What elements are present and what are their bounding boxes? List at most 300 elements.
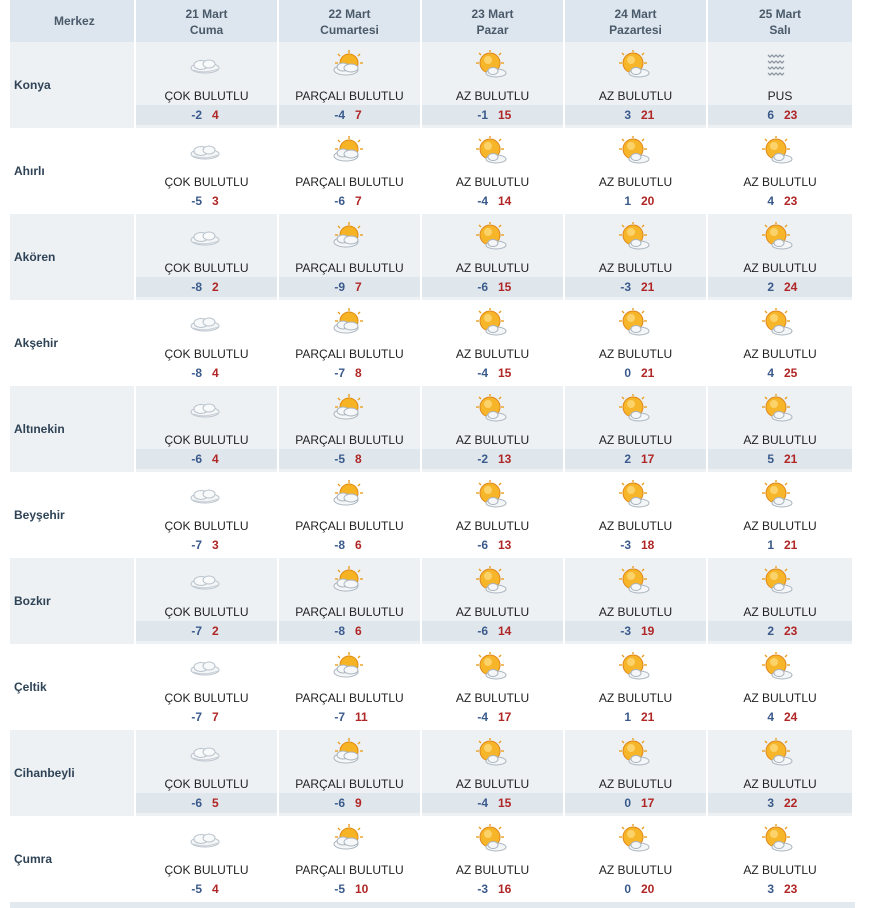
forecast-cell — [565, 300, 708, 386]
condition-label: AZ BULUTLU — [455, 89, 530, 103]
temperature-strip — [708, 363, 852, 383]
min-temperature: 4 — [767, 710, 774, 724]
condition-label: AZ BULUTLU — [455, 347, 530, 361]
forecast-cell — [708, 472, 852, 558]
min-temperature: 3 — [767, 882, 774, 896]
min-temperature: -7 — [191, 538, 202, 552]
max-temperature: 4 — [212, 882, 219, 896]
condition-label: ÇOK BULUTLU — [164, 89, 249, 103]
temperature-strip — [565, 363, 706, 383]
cloudy-icon — [188, 566, 222, 596]
city-name[interactable]: Beyşehir — [10, 472, 136, 558]
condition-label: PARÇALI BULUTLU — [295, 261, 404, 275]
forecast-cell — [136, 386, 279, 472]
sun-cloud-icon — [474, 308, 508, 338]
temperature-strip — [708, 879, 852, 899]
temperature-strip — [708, 621, 852, 641]
header-corner-label: Merkez — [10, 0, 136, 42]
min-temperature: -5 — [191, 194, 202, 208]
temperature-strip — [279, 793, 420, 813]
min-temperature: -7 — [191, 710, 202, 724]
min-temperature: -6 — [477, 280, 488, 294]
max-temperature: 14 — [498, 194, 512, 208]
condition-label: ÇOK BULUTLU — [164, 519, 249, 533]
sun-cloud-icon — [760, 652, 794, 682]
max-temperature: 20 — [641, 194, 655, 208]
sun-cloud-icon — [474, 480, 508, 510]
temperature-strip — [708, 277, 852, 297]
max-temperature: 7 — [355, 108, 362, 122]
max-temperature: 25 — [784, 366, 798, 380]
max-temperature: 23 — [784, 108, 798, 122]
temperature-strip — [708, 449, 852, 469]
sun-cloud-icon — [474, 652, 508, 682]
min-temperature: -4 — [477, 194, 488, 208]
city-name[interactable]: Akşehir — [10, 300, 136, 386]
city-row — [10, 214, 855, 300]
partly-cloudy-icon — [331, 566, 365, 596]
sun-cloud-icon — [617, 394, 651, 424]
sun-cloud-icon — [474, 394, 508, 424]
condition-label: AZ BULUTLU — [743, 691, 817, 705]
day-header-4 — [708, 0, 852, 42]
forecast-cell — [279, 300, 422, 386]
temperature-strip — [565, 707, 706, 727]
min-temperature: -3 — [477, 882, 488, 896]
forecast-cell — [422, 816, 565, 902]
min-temperature: -4 — [477, 710, 488, 724]
next-row-edge — [10, 902, 855, 908]
condition-label: PARÇALI BULUTLU — [295, 175, 404, 189]
max-temperature: 23 — [784, 194, 798, 208]
cloudy-icon — [188, 652, 222, 682]
temperature-strip — [136, 535, 277, 555]
condition-label: AZ BULUTLU — [743, 519, 817, 533]
condition-label: PARÇALI BULUTLU — [295, 777, 404, 791]
min-temperature: 6 — [767, 108, 774, 122]
forecast-cell — [422, 300, 565, 386]
temperature-strip — [422, 105, 563, 125]
partly-cloudy-icon — [331, 50, 365, 80]
max-temperature: 8 — [355, 366, 362, 380]
condition-label: PARÇALI BULUTLU — [295, 863, 404, 877]
condition-label: ÇOK BULUTLU — [164, 347, 249, 361]
condition-label: AZ BULUTLU — [455, 605, 530, 619]
city-name[interactable]: Bozkır — [10, 558, 136, 644]
city-name[interactable]: Çeltik — [10, 644, 136, 730]
forecast-cell — [708, 558, 852, 644]
condition-label: AZ BULUTLU — [598, 261, 673, 275]
forecast-cell — [565, 472, 708, 558]
partly-cloudy-icon — [331, 738, 365, 768]
city-name[interactable]: Altınekin — [10, 386, 136, 472]
min-temperature: -6 — [334, 796, 345, 810]
min-temperature: -5 — [191, 882, 202, 896]
min-temperature: -6 — [477, 624, 488, 638]
forecast-cell — [708, 128, 852, 214]
forecast-cell — [422, 214, 565, 300]
temperature-strip — [279, 535, 420, 555]
forecast-cell — [136, 644, 279, 730]
temperature-strip — [136, 879, 277, 899]
max-temperature: 23 — [784, 624, 798, 638]
condition-label: AZ BULUTLU — [598, 691, 673, 705]
temperature-strip — [422, 621, 563, 641]
max-temperature: 18 — [641, 538, 655, 552]
forecast-cell — [279, 816, 422, 902]
max-temperature: 11 — [355, 710, 368, 724]
cloudy-icon — [188, 394, 222, 424]
min-temperature: 1 — [767, 538, 774, 552]
day-date: 23 Mart — [471, 7, 514, 21]
city-row — [10, 558, 855, 644]
min-temperature: -3 — [620, 280, 631, 294]
temperature-strip — [565, 535, 706, 555]
max-temperature: 16 — [498, 882, 512, 896]
city-name[interactable]: Ahırlı — [10, 128, 136, 214]
forecast-cell — [279, 386, 422, 472]
max-temperature: 21 — [641, 710, 655, 724]
sun-cloud-icon — [617, 652, 651, 682]
condition-label: AZ BULUTLU — [455, 777, 530, 791]
haze-icon — [760, 50, 794, 80]
condition-label: AZ BULUTLU — [743, 433, 817, 447]
max-temperature: 19 — [641, 624, 655, 638]
condition-label: AZ BULUTLU — [598, 519, 673, 533]
day-date: 25 Mart — [758, 7, 802, 21]
min-temperature: 0 — [624, 796, 631, 810]
max-temperature: 13 — [498, 538, 512, 552]
max-temperature: 21 — [784, 452, 798, 466]
min-temperature: -4 — [477, 366, 488, 380]
condition-label: AZ BULUTLU — [743, 175, 817, 189]
min-temperature: 5 — [767, 452, 774, 466]
temperature-strip — [279, 191, 420, 211]
condition-label: AZ BULUTLU — [598, 777, 673, 791]
city-row — [10, 128, 855, 214]
forecast-cell — [136, 558, 279, 644]
forecast-cell — [422, 386, 565, 472]
sun-cloud-icon — [760, 824, 794, 854]
max-temperature: 8 — [355, 452, 362, 466]
city-row — [10, 42, 855, 128]
max-temperature: 20 — [641, 882, 655, 896]
min-temperature: -2 — [191, 108, 202, 122]
condition-label: AZ BULUTLU — [455, 691, 530, 705]
max-temperature: 24 — [784, 710, 798, 724]
day-date: 22 Mart — [328, 7, 371, 21]
partly-cloudy-icon — [331, 394, 365, 424]
max-temperature: 14 — [498, 624, 512, 638]
condition-label: AZ BULUTLU — [743, 777, 817, 791]
min-temperature: -5 — [334, 452, 345, 466]
temperature-strip — [422, 191, 563, 211]
sun-cloud-icon — [617, 136, 651, 166]
max-temperature: 7 — [355, 194, 362, 208]
min-temperature: -3 — [620, 538, 631, 552]
sun-cloud-icon — [617, 308, 651, 338]
forecast-cell — [422, 472, 565, 558]
temperature-strip — [708, 535, 852, 555]
sun-cloud-icon — [474, 738, 508, 768]
condition-label: AZ BULUTLU — [598, 175, 673, 189]
temperature-strip — [279, 105, 420, 125]
temperature-strip — [422, 879, 563, 899]
condition-label: AZ BULUTLU — [598, 605, 673, 619]
temperature-strip — [279, 621, 420, 641]
condition-label: PARÇALI BULUTLU — [295, 433, 404, 447]
day-weekday: Salı — [769, 23, 791, 37]
min-temperature: 4 — [767, 194, 774, 208]
sun-cloud-icon — [474, 566, 508, 596]
temperature-strip — [136, 449, 277, 469]
temperature-strip — [136, 363, 277, 383]
min-temperature: 0 — [624, 882, 631, 896]
sun-cloud-icon — [617, 50, 651, 80]
city-row — [10, 300, 855, 386]
max-temperature: 4 — [212, 452, 219, 466]
temperature-strip — [565, 449, 706, 469]
sun-cloud-icon — [760, 308, 794, 338]
forecast-cell — [422, 42, 565, 128]
condition-label: AZ BULUTLU — [598, 89, 673, 103]
temperature-strip — [136, 105, 277, 125]
max-temperature: 21 — [784, 538, 798, 552]
min-temperature: -4 — [334, 108, 345, 122]
forecast-cell — [136, 214, 279, 300]
forecast-cell — [422, 644, 565, 730]
partly-cloudy-icon — [331, 824, 365, 854]
temperature-strip — [422, 707, 563, 727]
min-temperature: -8 — [191, 280, 202, 294]
city-name[interactable]: Cihanbeyli — [10, 730, 136, 816]
min-temperature: 1 — [624, 194, 631, 208]
sun-cloud-icon — [474, 824, 508, 854]
min-temperature: 3 — [767, 796, 774, 810]
max-temperature: 17 — [641, 796, 655, 810]
condition-label: ÇOK BULUTLU — [164, 863, 249, 877]
condition-label: AZ BULUTLU — [455, 519, 530, 533]
city-rows — [10, 42, 855, 902]
condition-label: ÇOK BULUTLU — [164, 433, 249, 447]
forecast-cell — [422, 128, 565, 214]
forecast-cell — [422, 558, 565, 644]
max-temperature: 15 — [498, 796, 512, 810]
condition-label: AZ BULUTLU — [455, 433, 530, 447]
city-row — [10, 816, 855, 902]
temperature-strip — [422, 277, 563, 297]
cloudy-icon — [188, 136, 222, 166]
day-weekday: Pazar — [476, 23, 509, 37]
forecast-cell — [708, 42, 852, 128]
sun-cloud-icon — [474, 222, 508, 252]
temperature-strip — [565, 277, 706, 297]
min-temperature: 1 — [624, 710, 631, 724]
temperature-strip — [708, 707, 852, 727]
partly-cloudy-icon — [331, 136, 365, 166]
condition-label: ÇOK BULUTLU — [164, 605, 249, 619]
cloudy-icon — [188, 738, 222, 768]
max-temperature: 7 — [212, 710, 219, 724]
city-row — [10, 386, 855, 472]
temperature-strip — [708, 191, 852, 211]
city-row — [10, 644, 855, 730]
forecast-cell — [708, 214, 852, 300]
partly-cloudy-icon — [331, 652, 365, 682]
condition-label: AZ BULUTLU — [455, 261, 530, 275]
condition-label: AZ BULUTLU — [743, 605, 817, 619]
temperature-strip — [279, 879, 420, 899]
forecast-cell — [136, 300, 279, 386]
max-temperature: 4 — [212, 366, 219, 380]
condition-label: AZ BULUTLU — [598, 863, 673, 877]
temperature-strip — [136, 793, 277, 813]
sun-cloud-icon — [760, 394, 794, 424]
temperature-strip — [279, 363, 420, 383]
max-temperature: 13 — [498, 452, 512, 466]
sun-cloud-icon — [617, 738, 651, 768]
max-temperature: 15 — [498, 108, 512, 122]
city-name[interactable]: Akören — [10, 214, 136, 300]
sun-cloud-icon — [760, 136, 794, 166]
day-header-3 — [565, 0, 708, 42]
forecast-cell — [708, 300, 852, 386]
min-temperature: -5 — [334, 882, 345, 896]
cloudy-icon — [188, 50, 222, 80]
min-temperature: -6 — [477, 538, 488, 552]
condition-label: AZ BULUTLU — [598, 433, 673, 447]
day-date: 21 Mart — [185, 7, 228, 21]
min-temperature: -7 — [191, 624, 202, 638]
forecast-cell — [708, 730, 852, 816]
forecast-cell — [565, 730, 708, 816]
max-temperature: 6 — [355, 538, 362, 552]
condition-label: PARÇALI BULUTLU — [295, 89, 404, 103]
condition-label: PARÇALI BULUTLU — [295, 347, 404, 361]
min-temperature: -8 — [334, 624, 345, 638]
forecast-cell — [136, 472, 279, 558]
condition-label: AZ BULUTLU — [743, 347, 817, 361]
max-temperature: 6 — [355, 624, 362, 638]
day-date: 24 Mart — [614, 7, 657, 21]
min-temperature: -8 — [191, 366, 202, 380]
temperature-strip — [136, 277, 277, 297]
partly-cloudy-icon — [331, 480, 365, 510]
sun-cloud-icon — [760, 222, 794, 252]
max-temperature: 15 — [498, 280, 512, 294]
partly-cloudy-icon — [331, 308, 365, 338]
min-temperature: -6 — [334, 194, 345, 208]
sun-cloud-icon — [617, 824, 651, 854]
max-temperature: 3 — [212, 194, 219, 208]
min-temperature: 2 — [767, 280, 774, 294]
min-temperature: -4 — [477, 796, 488, 810]
forecast-cell — [565, 128, 708, 214]
max-temperature: 5 — [212, 796, 219, 810]
condition-label: PUS — [767, 89, 793, 103]
cloudy-icon — [188, 308, 222, 338]
temperature-strip — [279, 707, 420, 727]
forecast-cell — [279, 128, 422, 214]
min-temperature: 3 — [624, 108, 631, 122]
min-temperature: -9 — [334, 280, 345, 294]
forecast-cell — [136, 730, 279, 816]
condition-label: ÇOK BULUTLU — [164, 777, 249, 791]
min-temperature: 2 — [624, 452, 631, 466]
forecast-cell — [565, 644, 708, 730]
temperature-strip — [422, 363, 563, 383]
city-name[interactable]: Çumra — [10, 816, 136, 902]
condition-label: AZ BULUTLU — [743, 261, 817, 275]
forecast-cell — [136, 128, 279, 214]
cloudy-icon — [188, 480, 222, 510]
day-header-0 — [136, 0, 279, 42]
max-temperature: 17 — [498, 710, 512, 724]
max-temperature: 17 — [641, 452, 655, 466]
temperature-strip — [136, 191, 277, 211]
min-temperature: -7 — [334, 366, 345, 380]
forecast-cell — [279, 214, 422, 300]
day-weekday: Cumartesi — [320, 23, 379, 37]
forecast-cell — [279, 558, 422, 644]
forecast-cell — [136, 42, 279, 128]
cloudy-icon — [188, 222, 222, 252]
forecast-cell — [279, 644, 422, 730]
min-temperature: 0 — [624, 366, 631, 380]
max-temperature: 9 — [355, 796, 362, 810]
max-temperature: 23 — [784, 882, 798, 896]
max-temperature: 24 — [784, 280, 798, 294]
min-temperature: -8 — [334, 538, 345, 552]
temperature-strip — [422, 449, 563, 469]
forecast-cell — [708, 386, 852, 472]
max-temperature: 3 — [212, 538, 219, 552]
city-name[interactable]: Konya — [10, 42, 136, 128]
max-temperature: 21 — [641, 366, 655, 380]
sun-cloud-icon — [760, 738, 794, 768]
forecast-cell — [565, 42, 708, 128]
condition-label: AZ BULUTLU — [598, 347, 673, 361]
temperature-strip — [565, 105, 706, 125]
sun-cloud-icon — [760, 566, 794, 596]
table-header — [10, 0, 855, 42]
condition-label: AZ BULUTLU — [455, 863, 530, 877]
day-weekday: Cuma — [189, 23, 224, 37]
temperature-strip — [279, 449, 420, 469]
forecast-cell — [565, 816, 708, 902]
temperature-strip — [708, 105, 852, 125]
forecast-cell — [565, 386, 708, 472]
temperature-strip — [565, 621, 706, 641]
condition-label: ÇOK BULUTLU — [164, 261, 249, 275]
temperature-strip — [422, 793, 563, 813]
sun-cloud-icon — [617, 222, 651, 252]
min-temperature: 4 — [767, 366, 774, 380]
sun-cloud-icon — [617, 566, 651, 596]
max-temperature: 7 — [355, 280, 362, 294]
forecast-cell — [136, 816, 279, 902]
forecast-cell — [422, 730, 565, 816]
forecast-cell — [279, 730, 422, 816]
max-temperature: 21 — [641, 280, 655, 294]
day-header-2 — [422, 0, 565, 42]
day-weekday: Pazartesi — [609, 23, 662, 37]
min-temperature: -2 — [477, 452, 488, 466]
sun-cloud-icon — [474, 136, 508, 166]
condition-label: ÇOK BULUTLU — [164, 175, 249, 189]
condition-label: PARÇALI BULUTLU — [295, 519, 404, 533]
temperature-strip — [136, 707, 277, 727]
